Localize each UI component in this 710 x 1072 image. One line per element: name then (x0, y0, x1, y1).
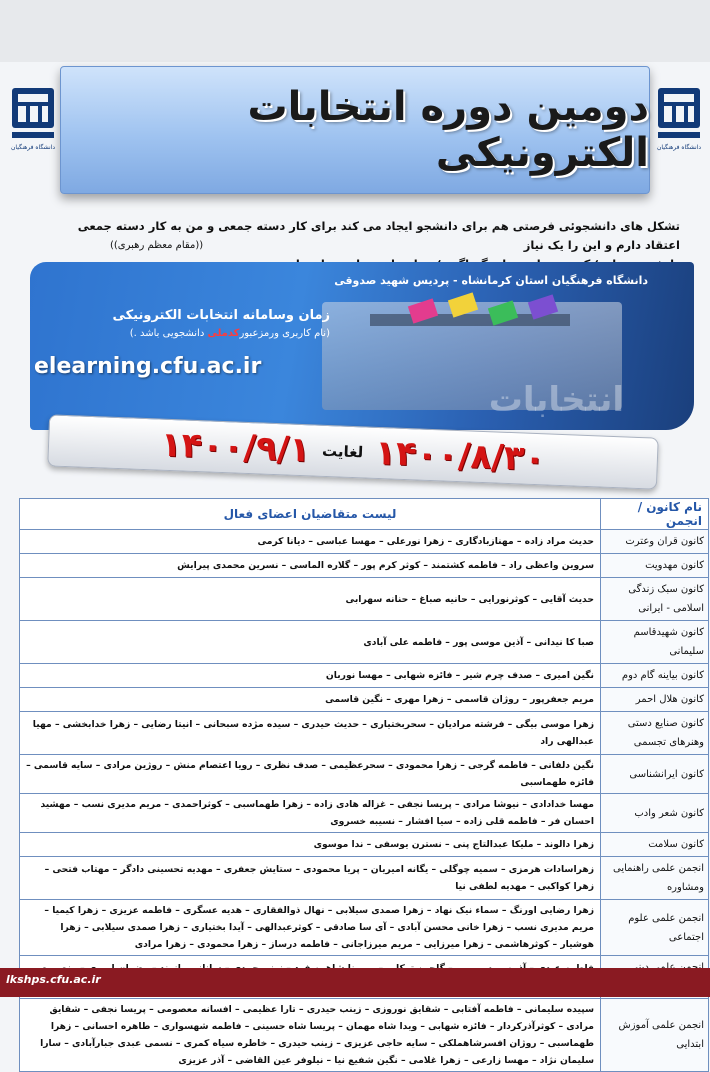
applicant-names: مریم جعفرپور – روژان قاسمی – زهرا مهری – نگین قاسمی (20, 688, 601, 712)
association-name: انجمن علمی راهنمایی ومشاوره (601, 857, 709, 900)
university-logo-right (652, 86, 706, 162)
table-row (20, 664, 709, 688)
login-note-emphasis: کدملی (207, 328, 240, 339)
till-label: لغایت (321, 441, 364, 462)
association-name: انجمن علمی علوم اجتماعی (601, 900, 709, 956)
start-date: ۱۴۰۰/۸/۳۰ (374, 432, 546, 480)
association-name: کانون شهیدقاسم سلیمانی (601, 621, 709, 664)
quote-source: ((مقام معظم رهبری)) (110, 240, 204, 251)
applicant-names: زهرا رضایی اورنگ – سماء نیک نهاد – زهرا صمدی سیلابی – نهال ذوالفقاری – هدیه عسگری – فاطمه عزیزی – زهرا کیمیا – مریم مدیری نسب – زهرا خانی محسن آبادی – آی سا صادقی – کوثرعبدالهی – آیدا بختیاری – زهرا صمدی سیلابی – زهرا هوشیار – کوثرهاشمی – زهرا میرزایی – مریم میرزاجانی – فاطمه درساز – زهرا محمودی – زهرا مرادی (20, 900, 601, 956)
applicant-names: زهرا دالوند – ملیکا عبدالتاج پنی – نسترن یوسفی – ندا موسوی (20, 833, 601, 857)
election-site-link[interactable]: elearning.cfu.ac.ir (34, 354, 262, 379)
quote-line-1: تشکل های دانشجوئی فرصتی هم برای دانشجو ایجاد می کند برای کار دسته جمعی و من به کار دسته جمعی اعتقاد دارم و این را یک نیاز (77, 219, 680, 252)
association-name: کانون صنایع دستی وهنرهای تجسمی (601, 712, 709, 755)
elections-watermark: انتخابات (488, 380, 624, 420)
applicant-names: مهسا خدادادی – نیوشا مرادی – پریسا نجفی – غزاله هادی زاده – زهرا طهماسبی – کوثراحمدی – مریم مدیری نسب – مهشید احسان فر – فاطمه قلی زاده – سیا افشار – نسیبه خسروی (20, 794, 601, 833)
applicant-names: نگین امیری – صدف چرم شیر – فائزه شهابی – مهسا نوربان (20, 664, 601, 688)
header-applicant-list: لیست متقاضیان اعضای فعال (20, 499, 601, 530)
association-name: کانون ایرانشناسی (601, 755, 709, 794)
top-band (0, 0, 710, 62)
table-row (20, 755, 709, 794)
footer-band (0, 968, 710, 997)
table-row (20, 688, 709, 712)
association-name: کانون قران وعترت (601, 530, 709, 554)
applicant-names: صبا کا نیدانی – آذین موسی پور – فاطمه علی آبادی (20, 621, 601, 664)
association-name: کانون سبک زندگی اسلامی - ایرانی (601, 578, 709, 621)
association-name: کانون سلامت (601, 833, 709, 857)
association-name: انجمن علمی آموزش ابتدایی (601, 999, 709, 1072)
page-title: دومین دوره انتخابات الکترونیکی (247, 84, 649, 176)
association-name: کانون شعر وادب (601, 794, 709, 833)
title-banner (60, 66, 650, 194)
logo-caption: دانشگاه فرهنگیان (656, 144, 702, 151)
table-row (20, 621, 709, 664)
table-row (20, 578, 709, 621)
table-row (20, 794, 709, 833)
table-row (20, 857, 709, 900)
association-name: کانون هلال احمر (601, 688, 709, 712)
applicant-names: زهرا موسی بیگی – فرشته مرادیان – سحربختیاری – حدیث حیدری – سیده مژده سبحانی – انیتا رضایی – زهرا خدابخشی – مهیا عبدالهی راد (20, 712, 601, 755)
footer-site-link[interactable]: lkshps.cfu.ac.ir (6, 973, 101, 986)
applicant-names: سروین واعظی راد – فاطمه کشتمند – کوثر کرم پور – گلاره الماسی – نسرین محمدی پیرایش (20, 554, 601, 578)
election-time-heading: زمان وسامانه انتخابات الکترونیکی (112, 308, 330, 323)
university-emblem-icon (8, 86, 58, 142)
login-note (48, 328, 330, 339)
association-name: کانون مهدویت (601, 554, 709, 578)
table-row (20, 999, 709, 1072)
table-header-row (20, 499, 709, 530)
applicant-names: حدیث مراد زاده – مهنازبادگاری – زهرا نورعلی – مهسا عباسی – دیانا کرمی (20, 530, 601, 554)
university-name: دانشگاه فرهنگیان استان کرمانشاه - پردیس شهید صدوقی (334, 274, 648, 287)
table-row (20, 530, 709, 554)
applicant-names: سپیده سلیمانی – فاطمه آفتابی – شقایق نوروزی – زینب حیدری – تارا عظیمی – افسانه معصومی – پریسا نجفی – شقایق مرادی – کوثرآذرکردار – فائزه شهابی – ویدا شاه مهمان – پریسا شاه حسینی – فاطمه شهسواری – طاهره احسانی – زهرا طهماسبی – روژان افسرشاهملکی – سایه حاجی عزیزی – زینب حیدری – خاطره سیاه کمری – نسمی عبدی جبارآبادی – سارا سلیمان نژاد – مهسا زارعی – زهرا غلامی – نگین شفیع نیا – نیلوفر عین القاضی – آذر عزیزی (20, 999, 601, 1072)
logo-caption: دانشگاه فرهنگیان (10, 144, 56, 151)
login-note-suffix: دانشجویی باشد .) (129, 328, 208, 339)
table-row (20, 554, 709, 578)
applicant-names: حدیث آقایی – کوثرنورایی – حانیه صباغ – حنانه سهرابی (20, 578, 601, 621)
login-note-prefix: (نام کاربری ورمزعبور (239, 328, 330, 339)
election-hero-banner (30, 262, 694, 430)
end-date: ۱۴۰۰/۹/۱ (160, 424, 311, 471)
table-row (20, 833, 709, 857)
applicant-names: زهراسادات هرمزی – سمیه چوگلی – یگانه امیریان – پریا محمودی – ستایش جعفری – مهدیه تحسینی دادگر – مهتاب فتحی – زهرا کواکبی – مهدیه لطفی نیا (20, 857, 601, 900)
header-association-name: نام کانون / انجمن (601, 499, 709, 530)
table-row (20, 900, 709, 956)
university-emblem-icon (654, 86, 704, 142)
university-logo-left (6, 86, 60, 162)
association-name: کانون بیاینه گام دوم (601, 664, 709, 688)
applicant-names: نگین دلفانی – فاطمه گرجی – زهرا محمودی – سحرعظیمی – صدف نظری – رویا اعتصام منش – روژین مرادی – سایه قاسمی – فائزه طهماسبی (20, 755, 601, 794)
table-row (20, 712, 709, 755)
